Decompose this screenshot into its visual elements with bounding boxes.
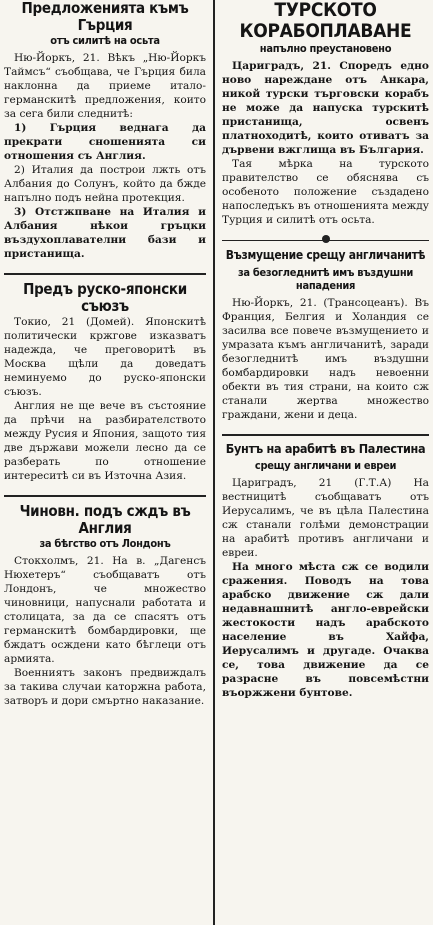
article-paragraph: 2) Италия да построи лжть отъ Албания до Солунъ, който да бжде напълно подъ нейна протекция.: [4, 164, 206, 204]
article-divider: [222, 434, 429, 436]
article-russo-japanese-alliance: [0, 281, 210, 489]
left-column: [0, 0, 210, 925]
article-paragraph: Цариградъ, 21 (Г.Т.А) На вестницитѣ съобщаватъ отъ Иерусалимъ, че въ цѣла Палестина сж станали голѣми демонстрации на арабитѣ противъ англичани и евреи.: [222, 477, 429, 559]
article-officials-on-trial: [0, 503, 210, 714]
article-paragraph: Токио, 21 (Домей). Японскитѣ политически кржгове изказватъ надежда, че преговоритѣ въ Москва щѣли да доведатъ неминуемо до руско-японски съюзъ.: [4, 316, 206, 398]
column-rule: [213, 0, 215, 925]
article-paragraph: Военниятъ законъ предвиждалъ за такива случаи каторжна работа, затворъ и дори смъртно наказание.: [4, 667, 206, 707]
article-paragraph: 3) Отстжпване на Италия и Албания нѣкои гръцки въздухоплавателни бази и пристанища.: [4, 206, 206, 260]
divider-dot-icon: [322, 235, 330, 243]
right-column: [218, 0, 433, 925]
article-subtitle: срещу англичани и евреи: [254, 459, 397, 472]
article-title: Възмущение срещу англичанитѣ: [225, 248, 426, 262]
article-title: Бунтъ на арабитѣ въ Палестина: [225, 441, 426, 456]
article-subtitle: напълно преустановено: [259, 42, 392, 55]
article-divider: [4, 273, 206, 275]
article-paragraph: Ню-Йоркъ, 21. Вѣкъ „Ню-Йоркъ Таймсъ“ съобщава, че Гърция била наклонна да приеме итало-германскитѣ предложения, които за сега били следнитѣ:: [4, 52, 206, 120]
article-title: Предъ руско-японски съюзъ: [23, 280, 187, 315]
article-paragraph: Цариградъ, 21. Споредъ едно ново нареждане отъ Анкара, никой турски търговски корабъ не може да напуска турскитѣ пристанища, освенъ платноходитѣ, които отиватъ за дървени вжглища въ България.: [222, 60, 429, 156]
article-title: Чиновн. подъ сждъ въ Англия: [19, 502, 191, 537]
article-paragraph: Ню-Йоркъ, 21. (Трансоцеанъ). Въ Франция, Белгия и Холандия се засилва все повече възмущението и умразата къмъ англичанитѣ, заради безогледнитѣ имъ въздушни бомбардировки надъ невоенни обекти въ тия страни, на които сж станали жертва множество граждани, жени и деца.: [222, 297, 429, 421]
article-paragraph: Стокхолмъ, 21. На в. „Дагенсъ Нюхетеръ“ съобщаватъ отъ Лондонъ, че множество чиновници, напуснали работата и столицата, за да се спасятъ отъ германскитѣ бомбардировки, ще бждатъ осждени като бѣглеци отъ армията.: [4, 555, 206, 665]
article-paragraph: 1) Гърция веднага да прекрати сношенията си отношения съ Англия.: [4, 122, 206, 162]
article-arab-revolt-palestine: [218, 442, 433, 706]
article-paragraph: На много мѣста сж се водили сражения. Поводъ на това арабско движение сж дали недавнашнитѣ англо-еврейски жестокости надъ арабското население въ Хайфа, Иерусалимъ и другаде. Очаква се, това движение да се разрасне въ повсемѣстни въоржжени бунтове.: [222, 561, 429, 699]
article-title: Предложенията къмъ Гърция: [21, 0, 189, 34]
article-subtitle: за бѣгство отъ Лондонъ: [39, 537, 171, 550]
article-title: ТУРСКОТО КОРАБОПЛАВАНЕ: [239, 0, 412, 42]
article-paragraph: Тая мѣрка на турското правителство се обяснява съ особеното положение създадено напоследъкъ въ отношенията между Турция и силитѣ отъ осьта.: [222, 158, 429, 226]
article-outrage-against-english: [218, 249, 433, 428]
article-divider: [218, 235, 433, 245]
article-turkish-shipping: [218, 0, 433, 233]
article-subtitle: отъ силитѣ на осьта: [50, 34, 160, 47]
article-subtitle: за безогледнитѣ имъ въздушни нападения: [237, 266, 414, 292]
article-paragraph: Англия не ще вече въ състояние да прѣчи на разбирателството между Русия и Япония, защото тия две държави можели лесно да се разберать по отношение интереситѣ си въ Източна Азия.: [4, 400, 206, 482]
article-divider: [4, 495, 206, 497]
article-greece-proposals: [0, 0, 210, 267]
